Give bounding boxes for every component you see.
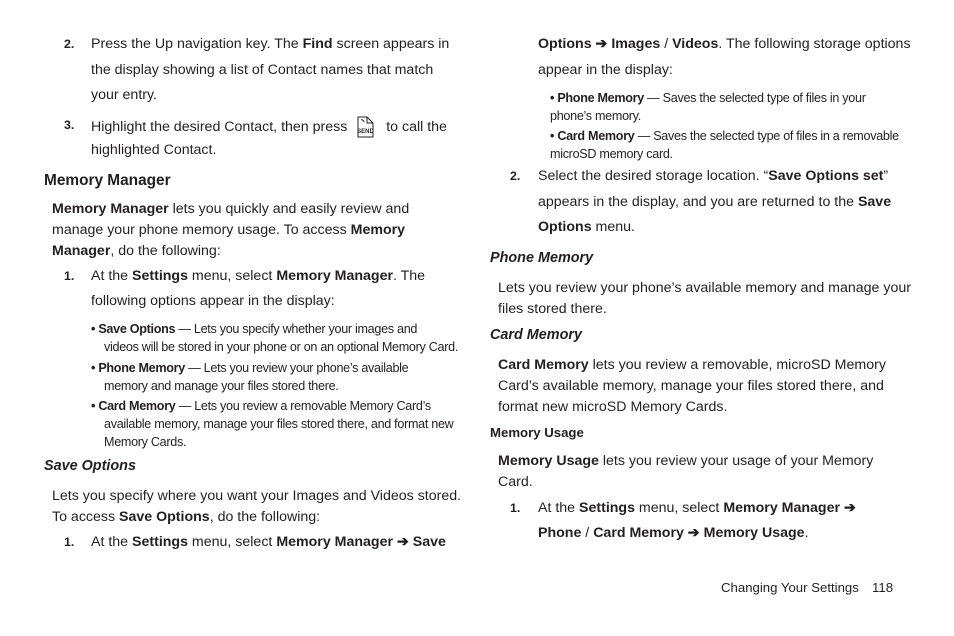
step-number: 1. xyxy=(64,535,75,549)
paragraph-line: Lets you specify where you want your Images and Videos stored. xyxy=(52,488,462,504)
bullet-item: • Phone Memory — Saves the selected type of files in your xyxy=(550,91,866,105)
step-text: the display showing a list of Contact names that match xyxy=(91,62,434,78)
bullet-item: • Phone Memory — Lets you review your phone’s available xyxy=(91,361,409,375)
step-number: 1. xyxy=(510,501,521,515)
subsection-heading: Save Options xyxy=(44,458,136,474)
bullet-item-text: microSD memory card. xyxy=(550,147,673,161)
subsection-heading: Memory Usage xyxy=(490,425,584,440)
step-text: your entry. xyxy=(91,87,157,103)
footer-section-title: Changing Your Settings xyxy=(721,580,859,595)
section-heading: Memory Manager xyxy=(44,172,171,189)
step-number: 2. xyxy=(64,37,75,51)
paragraph-line: Lets you review your phone’s available memory and manage your xyxy=(498,280,911,296)
step-number: 2. xyxy=(510,169,521,183)
step-text: highlighted Contact. xyxy=(91,142,217,158)
bullet-item-text: available memory, manage your files stored there, and format new xyxy=(104,417,454,431)
bullet-item: • Card Memory — Lets you review a removable Memory Card’s xyxy=(91,399,431,413)
step-text: Select the desired storage location. “Save Options set” xyxy=(538,168,889,184)
step-text: Options menu. xyxy=(538,219,635,235)
step-text: appear in the display: xyxy=(538,62,673,78)
paragraph-line: files stored there. xyxy=(498,301,607,317)
step-text: Press the Up navigation key. The Find screen appears in xyxy=(91,36,450,52)
page-number: 118 xyxy=(872,580,894,595)
bullet-item-text: phone’s memory. xyxy=(550,109,641,123)
paragraph-line: manage your phone memory usage. To access Memory xyxy=(52,222,406,238)
paragraph-line: To access Save Options, do the following: xyxy=(52,509,321,525)
send-key-icon xyxy=(355,115,378,139)
step-text: appears in the display, and you are returned to the Save xyxy=(538,194,892,210)
paragraph-line: Card. xyxy=(498,474,533,490)
bullet-item-text: memory and manage your files stored there. xyxy=(104,379,339,393)
bullet-item: • Card Memory — Saves the selected type of files in a removable xyxy=(550,129,899,143)
subsection-heading: Card Memory xyxy=(490,327,582,343)
bullet-item-text: videos will be stored in your phone or on an optional Memory Card. xyxy=(104,340,459,354)
bullet-item-text: Memory Cards. xyxy=(104,435,187,449)
subsection-heading: Phone Memory xyxy=(490,250,594,266)
step-text: Options ➔ Images / Videos. The following storage options xyxy=(538,36,911,52)
step-text: following options appear in the display: xyxy=(91,293,335,309)
paragraph-line: Card’s available memory, manage your files stored there, and xyxy=(498,378,884,394)
step-text: At the Settings menu, select Memory Manager ➔ Save xyxy=(91,534,446,550)
step-text: Phone / Card Memory ➔ Memory Usage. xyxy=(538,525,809,541)
step-text: At the Settings menu, select Memory Manager ➔ xyxy=(538,500,856,516)
paragraph-line: Memory Manager lets you quickly and easily review and xyxy=(52,201,410,217)
paragraph-line: format new microSD Memory Cards. xyxy=(498,399,728,415)
svg-text:SEND: SEND xyxy=(357,129,375,135)
paragraph-line: Memory Usage lets you review your usage of your Memory xyxy=(498,453,874,469)
paragraph-line: Manager, do the following: xyxy=(52,243,221,259)
step-text: Highlight the desired Contact, then press SEND to call the xyxy=(91,115,447,139)
step-number: 1. xyxy=(64,269,75,283)
paragraph-line: Card Memory lets you review a removable, microSD Memory xyxy=(498,357,886,373)
bullet-item: • Save Options — Lets you specify whether your images and xyxy=(91,322,418,336)
step-number: 3. xyxy=(64,118,75,132)
step-text: At the Settings menu, select Memory Manager. The xyxy=(91,268,426,284)
